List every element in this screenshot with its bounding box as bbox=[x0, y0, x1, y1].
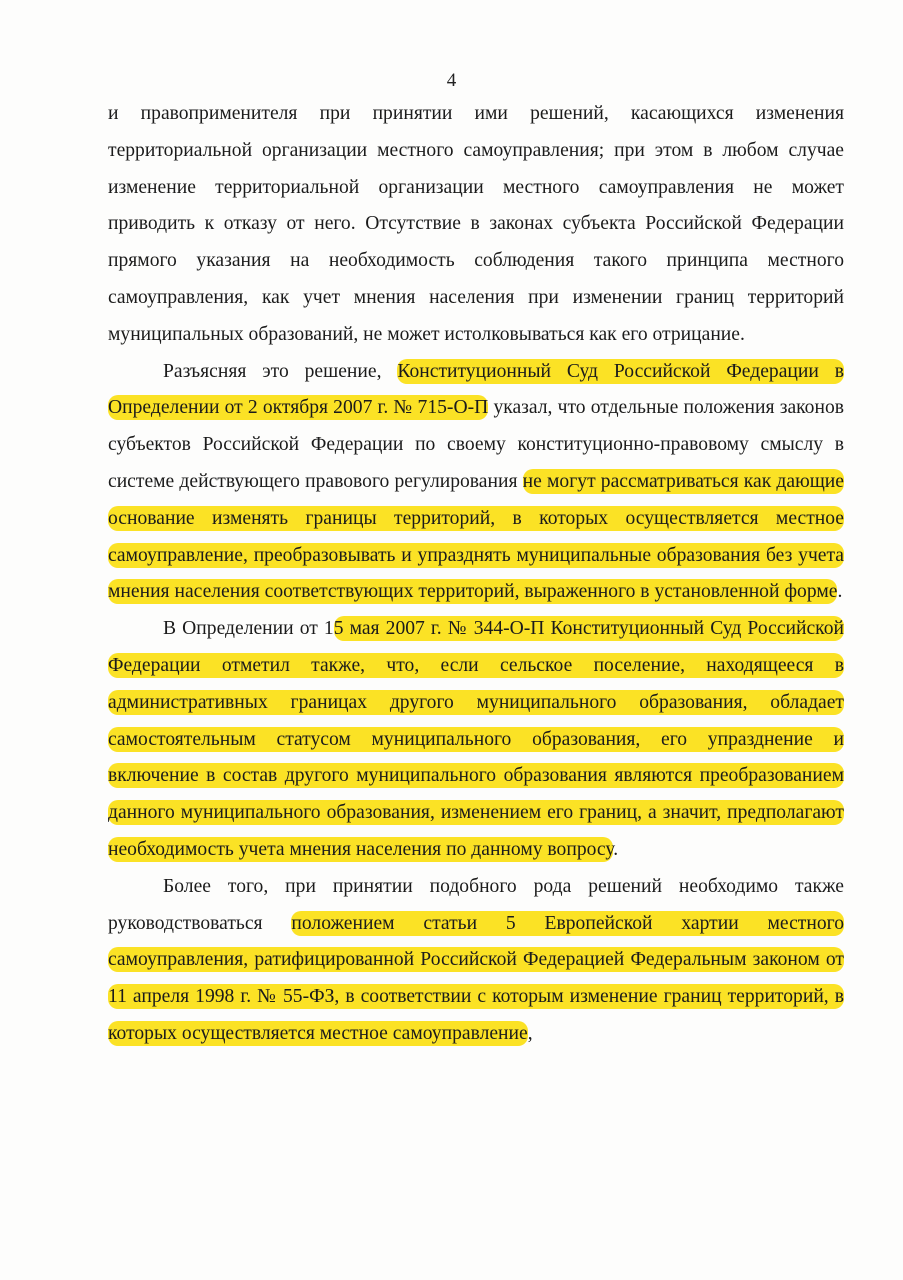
highlighted-text: положением статьи 5 Европейской хартии местного самоуправления, ратифицированной Российской Федерацией Федеральным законом от 11 апреля 1998 г. № 55-ФЗ, в соответствии с которым изменение границ территорий, в которых осуществляется местное самоуправление bbox=[108, 912, 844, 1044]
paragraph bbox=[108, 869, 844, 1053]
highlighted-text: Конституционный Суд Российской Федерации в Определении от 2 октября 2007 г. № 715-О-П bbox=[108, 360, 844, 419]
document-body bbox=[108, 96, 844, 1053]
paragraph bbox=[108, 354, 844, 612]
paragraph-text: и правоприменителя при принятии ими решений, касающихся изменения территориальной организации местного самоуправления; при этом в любом случае изменение территориальной организации местного самоуправления не может приводить к отказу от него. Отсутствие в законах субъекта Российской Федерации прямого указания на необходимость соблюдения такого принципа местного самоуправления, как учет мнения населения при изменении границ территорий муниципальных образований, не может истолковываться как его отрицание. bbox=[108, 103, 844, 345]
page-number: 4 bbox=[446, 70, 457, 91]
paragraph-text: В Определении от 1 bbox=[163, 618, 334, 640]
paragraph-text: , bbox=[527, 1022, 533, 1044]
paragraph-text: . bbox=[613, 838, 619, 860]
highlighted-text: не могут рассматриваться как дающие основание изменять границы территорий, в которых осуществляется местное самоуправление, преобразовывать и упразднять муниципальные образования без учета мнения населения соответствующих территорий, выраженного в установленной форме bbox=[108, 470, 844, 603]
highlighted-text: 5 мая 2007 г. № 344-О-П Конституционный Суд Российской Федерации отметил также, что, если сельское поселение, находящееся в административных границах другого муниципального образования, обладает самостоятельным статусом муниципального образования, его упразднение и включение в состав другого муниципального образования являются преобразованием данного муниципального образования, изменением его границ, а значит, предполагают необходимость учета мнения населения по данному вопросу bbox=[108, 618, 844, 860]
paragraph-text: указал, что отдельные положения законов субъектов Российской Федерации по своему конституционно-правовому смыслу в системе действующего правового регулирования bbox=[108, 397, 844, 492]
paragraph-text: . bbox=[837, 581, 843, 603]
paragraph bbox=[108, 96, 844, 354]
paragraph bbox=[108, 611, 844, 869]
paragraph-text: Разъясняя это решение, bbox=[163, 360, 398, 382]
paragraph-text: Более того, при принятии подобного рода решений необходимо также руководствоваться bbox=[108, 875, 844, 934]
